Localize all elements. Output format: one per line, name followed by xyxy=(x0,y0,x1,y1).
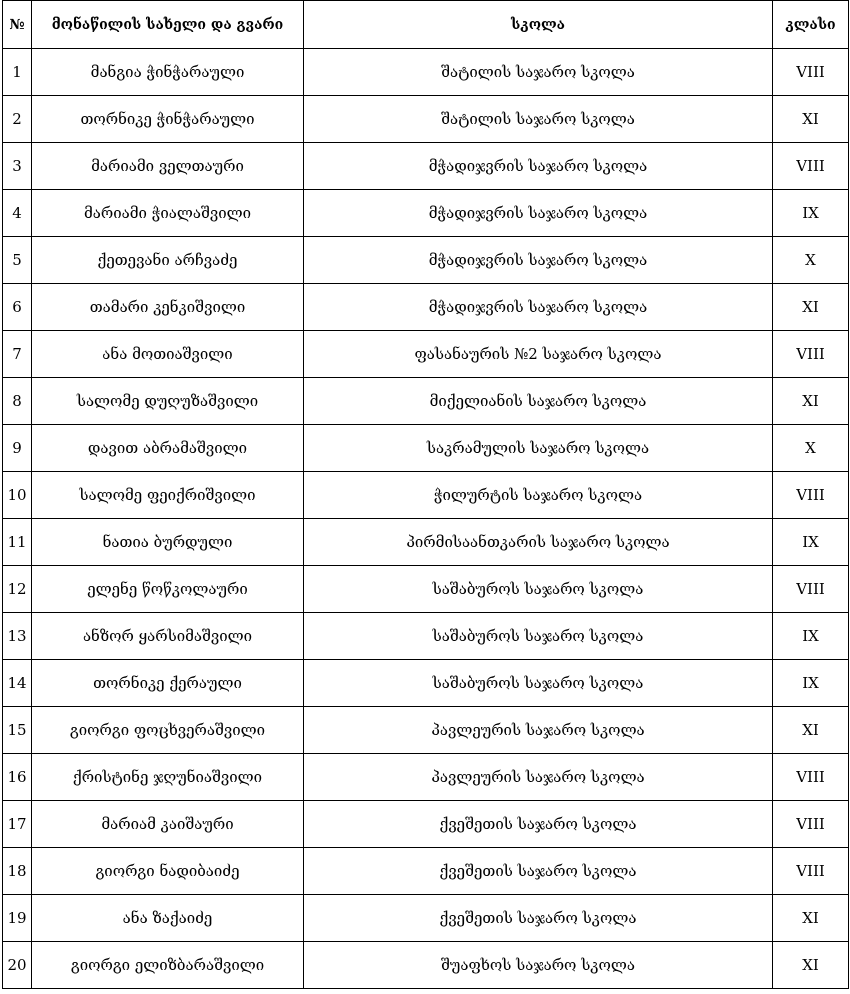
header-grade: კლასი xyxy=(773,1,849,49)
student-name: ანზორ ყარსიმაშვილი xyxy=(32,613,304,660)
student-name: მარიამი ველთაური xyxy=(32,143,304,190)
school-name: ქვეშეთის საჯარო სკოლა xyxy=(304,895,773,942)
table-header xyxy=(3,1,849,49)
school-name: ჭილურტის საჯარო სკოლა xyxy=(304,472,773,519)
row-number: 7 xyxy=(3,331,32,378)
grade: VIII xyxy=(773,754,849,801)
table-row xyxy=(3,96,849,143)
row-number: 8 xyxy=(3,378,32,425)
student-name: გიორგი ნადიბაიძე xyxy=(32,848,304,895)
student-name: ქრისტინე ჯღუნიაშვილი xyxy=(32,754,304,801)
student-name: დავით აბრამაშვილი xyxy=(32,425,304,472)
school-name: მჭადიჯვრის საჯარო სკოლა xyxy=(304,237,773,284)
row-number: 12 xyxy=(3,566,32,613)
header-student-name: მონაწილის სახელი და გვარი xyxy=(32,1,304,49)
row-number: 4 xyxy=(3,190,32,237)
student-name: ანა მოთიაშვილი xyxy=(32,331,304,378)
header-school: სკოლა xyxy=(304,1,773,49)
table-row xyxy=(3,284,849,331)
row-number: 9 xyxy=(3,425,32,472)
row-number: 18 xyxy=(3,848,32,895)
table-row xyxy=(3,848,849,895)
row-number: 3 xyxy=(3,143,32,190)
school-name: მიქელიანის საჯარო სკოლა xyxy=(304,378,773,425)
row-number: 6 xyxy=(3,284,32,331)
school-name: საშაბუროს საჯარო სკოლა xyxy=(304,660,773,707)
header-number: № xyxy=(3,1,32,49)
row-number: 17 xyxy=(3,801,32,848)
school-name: მჭადიჯვრის საჯარო სკოლა xyxy=(304,143,773,190)
row-number: 10 xyxy=(3,472,32,519)
table-row xyxy=(3,942,849,989)
student-name: თამარი კენკიშვილი xyxy=(32,284,304,331)
grade: VIII xyxy=(773,143,849,190)
grade: IX xyxy=(773,190,849,237)
school-name: ქვეშეთის საჯარო სკოლა xyxy=(304,801,773,848)
grade: VIII xyxy=(773,331,849,378)
grade: IX xyxy=(773,613,849,660)
row-number: 1 xyxy=(3,49,32,96)
student-name: თორნიკე ქერაული xyxy=(32,660,304,707)
row-number: 5 xyxy=(3,237,32,284)
table-row xyxy=(3,425,849,472)
student-name: მანგია ჭინჭარაული xyxy=(32,49,304,96)
school-name: საშაბუროს საჯარო სკოლა xyxy=(304,613,773,660)
grade: XI xyxy=(773,378,849,425)
participants-table xyxy=(2,0,849,989)
row-number: 16 xyxy=(3,754,32,801)
grade: VIII xyxy=(773,801,849,848)
school-name: შატილის საჯარო სკოლა xyxy=(304,49,773,96)
school-name: შატილის საჯარო სკოლა xyxy=(304,96,773,143)
table-row xyxy=(3,660,849,707)
table-row xyxy=(3,49,849,96)
student-name: ანა ზაქაიძე xyxy=(32,895,304,942)
table-row xyxy=(3,707,849,754)
grade: XI xyxy=(773,707,849,754)
table-body xyxy=(3,49,849,989)
school-name: შუაფხოს საჯარო სკოლა xyxy=(304,942,773,989)
school-name: პავლეურის საჯარო სკოლა xyxy=(304,707,773,754)
row-number: 13 xyxy=(3,613,32,660)
grade: VIII xyxy=(773,848,849,895)
table-row xyxy=(3,472,849,519)
grade: VIII xyxy=(773,49,849,96)
grade: VIII xyxy=(773,472,849,519)
grade: XI xyxy=(773,942,849,989)
table-row xyxy=(3,895,849,942)
school-name: საკრამულის საჯარო სკოლა xyxy=(304,425,773,472)
school-name: ქვეშეთის საჯარო სკოლა xyxy=(304,848,773,895)
row-number: 2 xyxy=(3,96,32,143)
table-row xyxy=(3,378,849,425)
table-row xyxy=(3,754,849,801)
grade: VIII xyxy=(773,566,849,613)
student-name: მარიამ კაიშაური xyxy=(32,801,304,848)
table-row xyxy=(3,801,849,848)
school-name: საშაბუროს საჯარო სკოლა xyxy=(304,566,773,613)
table-row xyxy=(3,190,849,237)
school-name: პირმისაანთკარის საჯარო სკოლა xyxy=(304,519,773,566)
table-row xyxy=(3,143,849,190)
grade: X xyxy=(773,425,849,472)
student-name: გიორგი ელიზბარაშვილი xyxy=(32,942,304,989)
student-name: მარიამი ჭიალაშვილი xyxy=(32,190,304,237)
participants-sheet xyxy=(2,0,848,989)
grade: XI xyxy=(773,284,849,331)
student-name: ელენე წოწკოლაური xyxy=(32,566,304,613)
student-name: სალომე დუღუზაშვილი xyxy=(32,378,304,425)
table-row xyxy=(3,237,849,284)
table-row xyxy=(3,613,849,660)
row-number: 20 xyxy=(3,942,32,989)
student-name: გიორგი ფოცხვერაშვილი xyxy=(32,707,304,754)
student-name: თორნიკე ჭინჭარაული xyxy=(32,96,304,143)
school-name: ფასანაურის №2 საჯარო სკოლა xyxy=(304,331,773,378)
student-name: ნათია ბურდული xyxy=(32,519,304,566)
school-name: პავლეურის საჯარო სკოლა xyxy=(304,754,773,801)
grade: IX xyxy=(773,660,849,707)
grade: X xyxy=(773,237,849,284)
grade: XI xyxy=(773,96,849,143)
grade: XI xyxy=(773,895,849,942)
row-number: 14 xyxy=(3,660,32,707)
row-number: 19 xyxy=(3,895,32,942)
table-row xyxy=(3,331,849,378)
row-number: 15 xyxy=(3,707,32,754)
table-row xyxy=(3,566,849,613)
header-row xyxy=(3,1,849,49)
student-name: სალომე ფეიქრიშვილი xyxy=(32,472,304,519)
grade: IX xyxy=(773,519,849,566)
school-name: მჭადიჯვრის საჯარო სკოლა xyxy=(304,284,773,331)
row-number: 11 xyxy=(3,519,32,566)
table-row xyxy=(3,519,849,566)
student-name: ქეთევანი არჩვაძე xyxy=(32,237,304,284)
school-name: მჭადიჯვრის საჯარო სკოლა xyxy=(304,190,773,237)
